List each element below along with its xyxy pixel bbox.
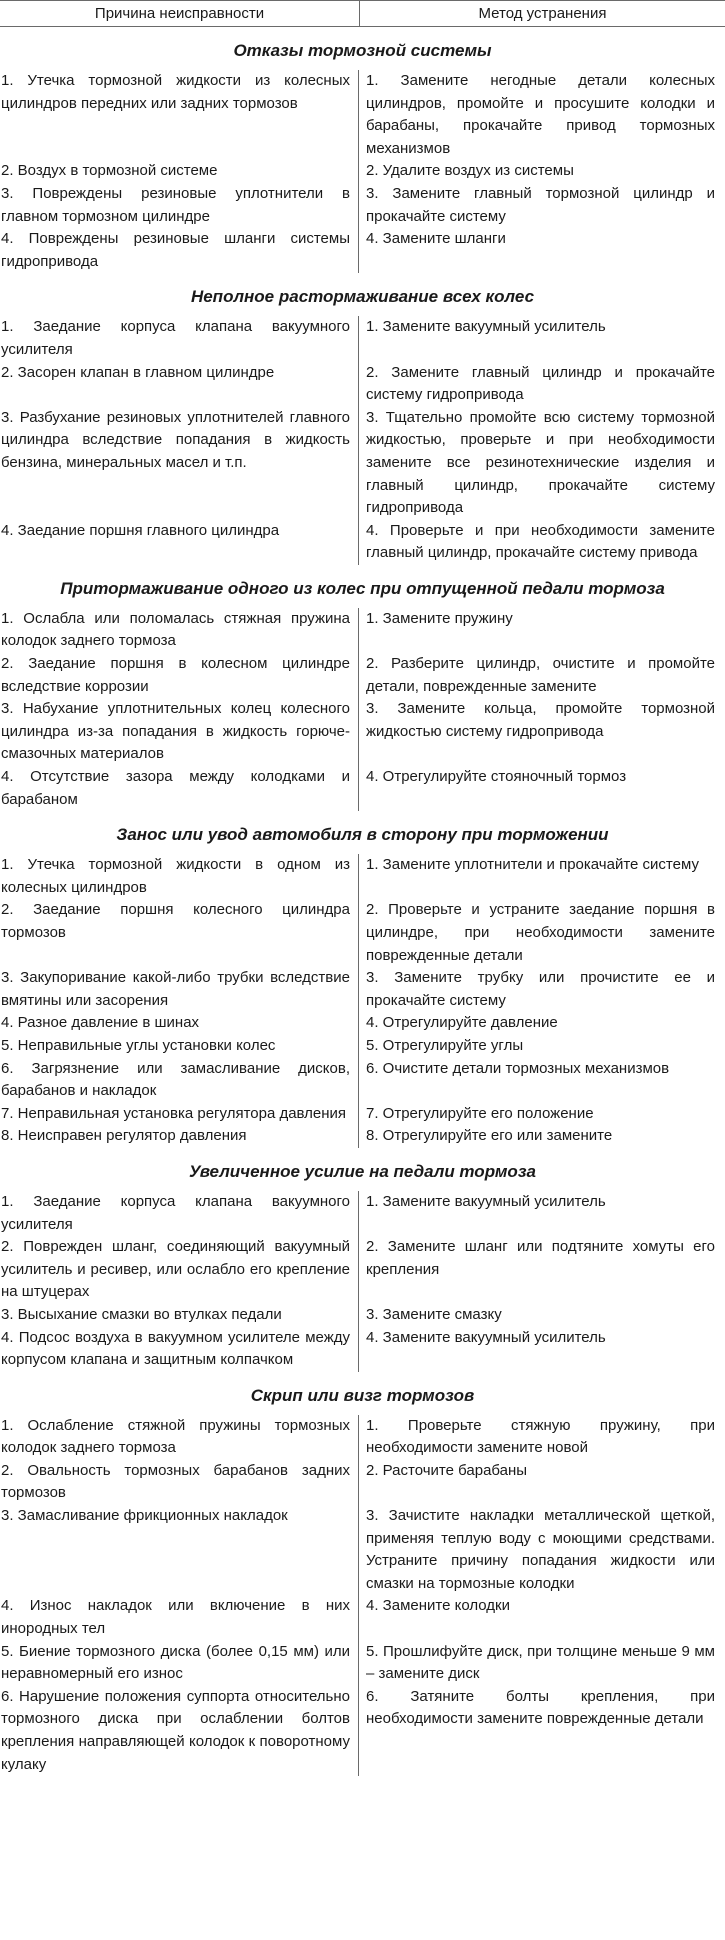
table-header — [0, 0, 725, 27]
remedy-cell: 4. Отрегулируйте стояночный тормоз — [358, 766, 725, 811]
table-row — [0, 160, 725, 183]
remedy-cell: 6. Очистите детали тормозных механизмов — [358, 1058, 725, 1103]
remedy-cell: 3. Замените смазку — [358, 1304, 725, 1327]
remedy-cell: 3. Зачистите накладки металлической щеткой, применяя теплую воду с моющими средствами. Устраните причину попадания жидкости или смазки на тормозные колодки — [358, 1505, 725, 1595]
cause-cell: 4. Заедание поршня главного цилиндра — [1, 521, 280, 539]
section-title: Неполное растормаживание всех колес — [190, 287, 535, 307]
cause-cell: 5. Биение тормозного диска (более 0,15 мм) или неравномерный его износ — [1, 1642, 350, 1683]
table-row — [0, 1415, 725, 1460]
table-row — [0, 183, 725, 228]
remedy-cell: 3. Замените главный тормозной цилиндр и прокачайте систему — [358, 183, 725, 228]
table-row — [0, 316, 725, 361]
table-row — [0, 1012, 725, 1035]
section-title: Скрип или визг тормозов — [250, 1385, 475, 1405]
cause-cell: 3. Замасливание фрикционных накладок — [1, 1507, 288, 1525]
table-row — [0, 698, 725, 766]
cause-cell: 2. Воздух в тормозной системе — [1, 162, 218, 180]
cause-cell: 3. Разбухание резиновых уплотнителей главного цилиндра вследствие попадания в жидкость бензина, минеральных масел и т.п. — [1, 408, 350, 471]
cause-cell: 4. Износ накладок или включение в них инородных тел — [1, 1597, 350, 1638]
cause-cell: 1. Утечка тормозной жидкости в одном из колесных цилиндров — [1, 856, 350, 896]
table-row — [0, 1103, 725, 1126]
cause-cell: 6. Загрязнение или замасливание дисков, барабанов и накладок — [1, 1059, 350, 1100]
remedy-cell: 4. Замените вакуумный усилитель — [358, 1327, 725, 1372]
table-row — [0, 899, 725, 967]
cause-cell: 2. Заедание поршня колесного цилиндра тормозов — [1, 901, 350, 941]
remedy-cell: 1. Замените вакуумный усилитель — [358, 316, 725, 361]
table-row — [0, 407, 725, 520]
cause-cell: 2. Поврежден шланг, соединяющий вакуумный усилитель и ресивер, или ослабло его крепление на штуцерах — [1, 1238, 350, 1301]
table-row — [0, 70, 725, 160]
remedy-cell: 2. Проверьте и устраните заедание поршня в цилиндре, при необходимости замените поврежденные детали — [358, 899, 725, 967]
table-row — [0, 854, 725, 899]
remedy-cell: 7. Отрегулируйте его положение — [358, 1103, 725, 1126]
table-row — [0, 1505, 725, 1595]
section-title: Увеличенное усилие на педали тормоза — [189, 1161, 536, 1181]
cause-cell: 1. Ослабла или поломалась стяжная пружина колодок заднего тормоза — [1, 609, 350, 650]
cause-cell: 3. Закупоривание какой-либо трубки вследствие вмятины или засорения — [1, 969, 350, 1009]
table-row — [0, 653, 725, 698]
cause-cell: 4. Разное давление в шинах — [1, 1014, 200, 1032]
cause-cell: 7. Неправильная установка регулятора давления — [1, 1104, 347, 1122]
cause-cell: 4. Повреждены резиновые шланги системы гидропривода — [1, 230, 350, 270]
remedy-cell: 4. Замените колодки — [358, 1595, 725, 1640]
remedy-cell: 4. Замените шланги — [358, 228, 725, 273]
cause-cell: 2. Засорен клапан в главном цилиндре — [1, 363, 275, 381]
cause-cell: 3. Набухание уплотнительных колец колесного цилиндра из-за попадания в жидкость горюче-смазочных материалов — [1, 700, 350, 763]
cause-cell: 1. Заедание корпуса клапана вакуумного усилителя — [1, 318, 350, 358]
remedy-cell: 1. Замените негодные детали колесных цилиндров, промойте и просушите колодки и барабаны, прокачайте привод тормозных механизмов — [358, 70, 725, 160]
table-row — [0, 1035, 725, 1058]
header-remedy: Метод устранения — [478, 5, 607, 22]
remedy-cell: 2. Разберите цилиндр, очистите и промойте детали, поврежденные замените — [358, 653, 725, 698]
section-title: Притормаживание одного из колес при отпущенной педали тормоза — [60, 578, 665, 598]
remedy-cell: 8. Отрегулируйте его или замените — [358, 1125, 725, 1148]
table-row — [0, 1058, 725, 1103]
cause-cell: 1. Заедание корпуса клапана вакуумного усилителя — [1, 1192, 350, 1233]
table-row — [0, 967, 725, 1012]
remedy-cell: 4. Отрегулируйте давление — [358, 1012, 725, 1035]
cause-cell: 2. Заедание поршня в колесном цилиндре вследствие коррозии — [1, 655, 350, 695]
remedy-cell: 2. Удалите воздух из системы — [358, 160, 725, 183]
remedy-cell: 3. Замените трубку или прочистите ее и прокачайте систему — [358, 967, 725, 1012]
cause-cell: 4. Отсутствие зазора между колодками и барабаном — [1, 768, 350, 808]
remedy-cell: 3. Замените кольца, промойте тормозной жидкостью систему гидропривода — [358, 698, 725, 766]
sections-container — [0, 27, 725, 1776]
table-row — [0, 1460, 725, 1505]
table-row — [0, 1595, 725, 1640]
cause-cell: 8. Неисправен регулятор давления — [1, 1127, 247, 1145]
remedy-cell: 2. Замените шланг или подтяните хомуты его крепления — [358, 1236, 725, 1304]
cause-cell: 4. Подсос воздуха в вакуумном усилителе между корпусом клапана и защитным колпачком — [1, 1328, 350, 1369]
table-row — [0, 1304, 725, 1327]
cause-cell: 1. Утечка тормозной жидкости из колесных цилиндров передних или задних тормозов — [1, 72, 350, 112]
table-row — [0, 608, 725, 653]
remedy-cell: 4. Проверьте и при необходимости замените главный цилиндр, прокачайте систему привода — [358, 520, 725, 565]
cause-cell: 3. Высыхание смазки во втулках педали — [1, 1305, 282, 1323]
table-row — [0, 766, 725, 811]
table-row — [0, 362, 725, 407]
remedy-cell: 5. Прошлифуйте диск, при толщине меньше 9 мм – замените диск — [358, 1641, 725, 1686]
header-cause: Причина неисправности — [0, 1, 360, 26]
remedy-cell: 2. Расточите барабаны — [358, 1460, 725, 1505]
remedy-cell: 6. Затяните болты крепления, при необходимости замените поврежденные детали — [358, 1686, 725, 1776]
cause-cell: 1. Ослабление стяжной пружины тормозных колодок заднего тормоза — [1, 1416, 350, 1457]
remedy-cell: 1. Замените уплотнители и прокачайте систему — [358, 854, 725, 899]
table-row — [0, 1125, 725, 1148]
cause-cell: 3. Повреждены резиновые уплотнители в главном тормозном цилиндре — [1, 184, 350, 225]
table-row — [0, 1236, 725, 1304]
remedy-cell: 5. Отрегулируйте углы — [358, 1035, 725, 1058]
section-title: Занос или увод автомобиля в сторону при торможении — [116, 825, 609, 845]
remedy-cell: 1. Проверьте стяжную пружину, при необходимости замените новой — [358, 1415, 725, 1460]
cause-cell: 2. Овальность тормозных барабанов задних тормозов — [1, 1461, 350, 1502]
section-title: Отказы тормозной системы — [233, 41, 492, 60]
table-row — [0, 1327, 725, 1372]
cause-cell: 5. Неправильные углы установки колес — [1, 1036, 276, 1054]
table-row — [0, 1641, 725, 1686]
table-row — [0, 228, 725, 273]
table-row — [0, 520, 725, 565]
remedy-cell: 3. Тщательно промойте всю систему тормозной жидкостью, проверьте и при необходимости замените все резинотехнические изделия и главный цилиндр, прокачайте систему гидропривода — [358, 407, 725, 520]
table-row — [0, 1191, 725, 1236]
remedy-cell: 1. Замените вакуумный усилитель — [358, 1191, 725, 1236]
remedy-cell: 2. Замените главный цилиндр и прокачайте систему гидропривода — [358, 362, 725, 407]
table-row — [0, 1686, 725, 1776]
remedy-cell: 1. Замените пружину — [358, 608, 725, 653]
cause-cell: 6. Нарушение положения суппорта относительно тормозного диска при ослаблении болтов крепления направляющей колодок к поворотному кулаку — [1, 1687, 350, 1773]
